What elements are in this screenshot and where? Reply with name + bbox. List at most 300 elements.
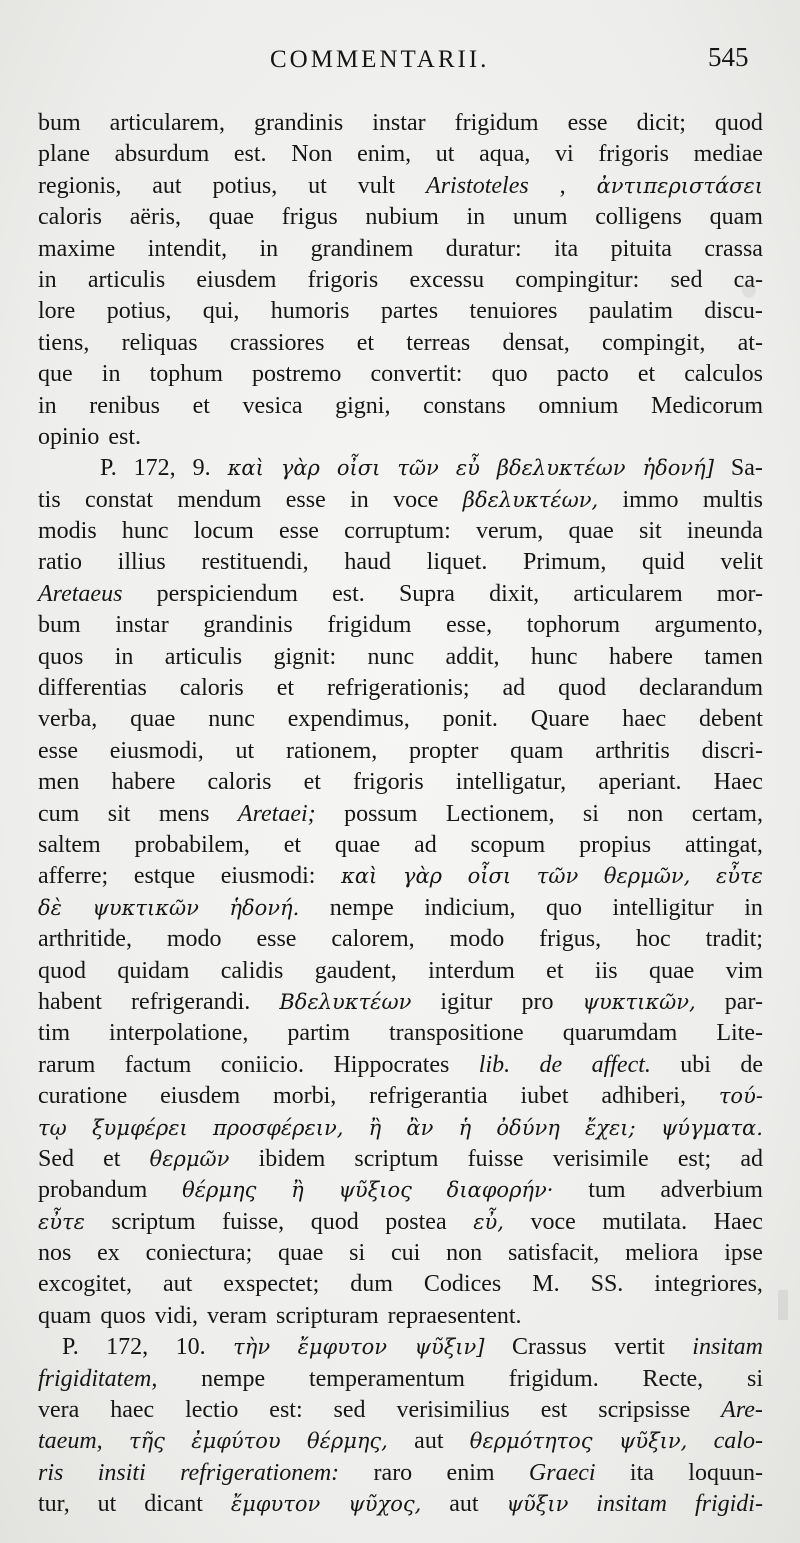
italic-word: frigiditatem, [38,1365,158,1392]
word: lectio [185,1397,239,1424]
word: vesica [242,392,303,419]
word: probandum [38,1177,148,1204]
italic-word: Aretaei; [237,800,316,827]
word: calculos [684,361,763,388]
word: hunc [530,643,578,670]
word: Codices [423,1271,502,1298]
word: est. [332,580,365,607]
greek-word: εὖ [455,456,480,481]
word: est. [233,141,267,168]
text-line [38,1207,763,1238]
word: scriptum [111,1208,196,1235]
page-number: 545 [708,42,749,72]
text-line [38,234,763,265]
word: nempe [329,894,394,921]
greek-word: βδελυκτέων, [462,487,599,512]
word: et [283,831,302,858]
word: M. [532,1271,560,1298]
greek-word: θερμότητος [469,1429,593,1454]
word: fuisse [467,1145,524,1172]
word: intendit, [147,235,228,262]
greek-word: ὀδύνη [496,1115,560,1140]
greek-word: εὖ, [473,1209,504,1234]
word: adverbium [660,1177,763,1204]
text-line [38,1364,763,1395]
word: eiusdem [160,1083,241,1110]
word: aperiant. [598,769,682,796]
italic-word: affect. [591,1051,651,1078]
word: qui, [202,298,240,325]
greek-word: θέρμης [182,1178,257,1203]
word: pro [521,988,554,1015]
italic-word: frigidi- [694,1491,763,1518]
text-line [38,610,763,641]
word: instar [372,110,426,136]
word: est. [108,423,142,450]
word: rarum [38,1051,96,1078]
word: scripturam [275,1302,379,1329]
word: verisimile [552,1145,649,1172]
word: bum [38,612,81,639]
word: saltem [38,831,101,858]
word: ad [740,1145,763,1172]
word: quam [38,1302,92,1329]
text-line [38,673,763,704]
word: coniectura; [145,1240,253,1267]
text-line [38,1332,763,1363]
word: in [101,361,121,388]
word: grandinem [310,235,414,262]
word: est; [677,1145,712,1172]
text-line [38,296,763,327]
word: caloris [207,769,272,796]
text-line [38,516,763,547]
word: dicit; [636,110,686,136]
word: in [350,486,369,513]
word: aqua, [479,141,531,168]
word: declarandum [639,675,763,702]
word: tamen [704,643,763,670]
page-header [0,38,800,82]
italic-word: calo- [713,1428,763,1455]
word: in [259,235,279,262]
greek-word: Βδελυκτέων [279,989,412,1014]
word: nos [38,1240,72,1267]
word: quae [648,957,695,984]
greek-word: καὶ [341,864,378,889]
italic-word: insitam [692,1334,763,1361]
word: excessu [409,266,485,293]
word: men [38,769,80,796]
word: habent [38,988,102,1015]
word: curatione [38,1083,128,1110]
word: ibidem [258,1145,326,1172]
word: intelligitur [612,894,714,921]
word: et [192,392,210,419]
greek-word: ἔχει; [585,1115,636,1140]
word: Sed [38,1145,74,1172]
text-line [38,1301,763,1332]
word: Sa- [730,455,763,482]
word: integriores, [654,1271,763,1298]
word: dixit, [489,580,540,607]
greek-word: οἶσι [467,864,512,889]
paper-stain [778,1290,788,1320]
word: meliora [625,1240,699,1267]
greek-word: προσφέρειν, [213,1115,344,1140]
word: ponit. [442,706,498,733]
word: articulis [164,643,243,670]
word: velit [720,549,763,576]
word: quarumdam [562,1020,678,1047]
word: scriptum [354,1145,439,1172]
word: colligens [595,204,682,231]
word: frigidum. [508,1365,599,1392]
text-line [38,987,763,1018]
word: hoc [636,926,671,953]
word: eiusmodi: [220,863,316,890]
word: igitur [440,988,493,1015]
word: si [746,1365,763,1392]
word: voce [530,1208,576,1235]
word: expendimus, [287,706,410,733]
word: excogitet, [38,1271,132,1298]
word: illius [117,549,166,576]
greek-word: ψυκτικῶν [92,895,199,920]
word: crassiores [229,329,325,356]
italic-word: insitam [596,1491,667,1518]
greek-word: γὰρ [280,456,320,481]
word: modo [166,926,222,953]
word: factum [124,1051,192,1078]
word: aut [152,172,182,199]
word: habere [608,643,673,670]
word: attingat, [684,831,763,858]
word: pituita [610,235,672,262]
word: ut [97,1491,117,1518]
word: restituendi, [201,549,309,576]
word: voce [393,486,439,513]
word: quae [208,204,255,231]
word: quod [38,957,86,984]
text-line [38,108,763,139]
greek-word: ψῦξιν [506,1492,569,1517]
word: in [744,894,763,921]
word: pacto [556,361,609,388]
word: et [546,957,564,984]
greek-word: εὖτε [716,864,763,889]
word: nubium [365,204,439,231]
word: eiusmodi, [109,737,204,764]
word: in [466,204,486,231]
word: verba, [38,706,98,733]
word: ita [554,235,579,262]
word: refrigerantia [369,1083,488,1110]
word: terreas [406,329,471,356]
word: quod [714,110,763,136]
italic-word: Aretaeus [38,580,123,607]
text-line [38,1489,763,1520]
word: haud [344,549,391,576]
word: partes [380,298,439,325]
word: articularem, [109,110,225,136]
greek-word: θέρμης, [306,1429,388,1454]
text-line [38,830,763,861]
text-line [38,1175,763,1206]
word: perspiciendum [156,580,298,607]
word: fuisse, [222,1208,285,1235]
word: cum [38,800,80,827]
word: opinio [38,423,100,450]
word: scripsisse [598,1397,691,1424]
word: lore [38,298,76,325]
word: sed [670,266,703,293]
word: dum [350,1271,393,1298]
greek-word: δὲ [38,895,62,920]
word: vera [38,1397,80,1424]
italic-word: taeum, [38,1428,103,1455]
word: quam [709,204,763,231]
word: hunc [121,518,169,545]
word: Primum, [522,549,607,576]
text-line [38,1018,763,1049]
word: certam, [691,800,763,827]
text-line [38,861,763,892]
word: cui [391,1240,421,1267]
greek-word: ἀντιπεριστάσει [596,173,763,198]
greek-word: ἂν [406,1115,434,1140]
italic-word: refrigerationem: [180,1459,340,1486]
word: quos [38,643,84,670]
word: verum, [475,518,544,545]
word: frigoris [307,266,379,293]
word: raro [373,1459,413,1486]
word: regionis, [38,172,122,199]
word: renibus [89,392,160,419]
text-line [38,1050,763,1081]
word: esse [38,737,78,764]
greek-word: τῶν [397,456,439,481]
word: gignit: [273,643,337,670]
word: compingit, [602,329,706,356]
word: quo [546,894,582,921]
word: ubi [680,1051,711,1078]
word: satisfacit, [507,1240,600,1267]
word: 9. [192,455,211,482]
word: transpositione [389,1020,524,1047]
italic-word: de [539,1051,563,1078]
word: ut [308,172,327,199]
greek-word: θερμῶν [149,1146,230,1171]
greek-word: ἡδονή. [229,895,300,920]
text-line [38,1395,763,1426]
word: quae [334,831,381,858]
word: quod [310,1208,359,1235]
word: iubet [520,1083,569,1110]
text-line [38,139,763,170]
text-line [38,1238,763,1269]
greek-word: τὴν [233,1335,271,1360]
word: tradit; [705,926,763,953]
word: tiens, [38,329,90,356]
word: grandinis [253,110,344,136]
word: potius, [212,172,278,199]
word: nunc [208,706,255,733]
word: articularem [573,580,683,607]
greek-word: ἢ [368,1115,382,1140]
word: convertit: [370,361,463,388]
text-line [38,924,763,955]
text-line [38,328,763,359]
word: Hippocrates [333,1051,450,1078]
greek-word: θερμῶν, [603,864,691,889]
greek-word: ψῦξιος [338,1178,412,1203]
italic-word: ris [38,1459,64,1486]
word: adhiberi, [601,1083,686,1110]
text-line [38,704,763,735]
greek-word: εὖτε [38,1209,85,1234]
word: Lectionem, [445,800,555,827]
word: dicant [144,1491,203,1518]
greek-word: τού- [718,1084,763,1109]
running-head: COMMENTARII. [270,46,490,73]
word: coniicio. [220,1051,305,1078]
greek-word: βδελυκτέων [496,456,626,481]
text-line [38,579,763,610]
word: calorem, [331,926,415,953]
word: paulatim [588,298,673,325]
text-line [38,485,763,516]
word: addit, [445,643,500,670]
word: est [540,1397,568,1424]
text-line [38,1269,763,1300]
word: habere [111,769,176,796]
word: quos [100,1302,146,1329]
word: sed [333,1397,366,1424]
greek-word: καὶ [227,456,264,481]
word: liquet. [426,549,488,576]
word: mens [158,800,210,827]
word: at- [737,329,763,356]
word: enim [446,1459,495,1486]
word: repraesentent. [387,1302,522,1329]
word: argumento, [654,612,763,639]
word: iis [594,957,618,984]
word: et [356,329,375,356]
greek-word: ἡδονή] [642,456,714,481]
word: corruptum: [344,518,451,545]
word: 172, [133,455,176,482]
word: loquun- [688,1459,763,1486]
word: frigoris [353,769,424,796]
word: et [103,1145,121,1172]
word: arthritis [595,737,670,764]
word: 172, [106,1334,149,1361]
text-line [38,1458,763,1489]
greek-word: οἶσι [336,456,381,481]
word: quidam [117,957,190,984]
word: interdum [428,957,515,984]
word: tophum [149,361,223,388]
word: crassa [704,235,763,262]
word: ad [414,831,437,858]
text-line [38,736,763,767]
word: sit [639,518,662,545]
word: aut [414,1428,444,1455]
word: 10. [175,1334,206,1361]
word: ipse [724,1240,763,1267]
greek-word: ψυκτικῶν, [582,989,696,1014]
word: caloris [38,204,102,231]
word: de [740,1051,763,1078]
greek-word: ψῦχος, [348,1492,422,1517]
word: plane [38,141,90,168]
word: interpolatione, [109,1020,249,1047]
word: constans [423,392,506,419]
text-line [38,642,763,673]
word: in [114,643,134,670]
word: unum [512,204,568,231]
word: calidis [220,957,284,984]
word: quae [130,706,176,733]
word: gigni, [335,392,391,419]
word: differentias [38,675,147,702]
word: ca- [733,266,763,293]
greek-word: ξυμφέρει [91,1115,188,1140]
word: articulis [87,266,166,293]
word: arthritide, [38,926,132,953]
text-line [38,453,763,484]
word: possum [344,800,418,827]
word: propter [409,737,479,764]
word: vertit [614,1334,665,1361]
word: quod [558,675,607,702]
word: mutilata. [602,1208,688,1235]
word: in [38,392,57,419]
word: par- [724,988,763,1015]
word: non [627,800,664,827]
word: frigus, [539,926,602,953]
word: non [446,1240,483,1267]
word: immo [622,486,679,513]
paper-stain [742,282,756,298]
word: instar [115,612,169,639]
text-line [38,1113,763,1144]
greek-word: ψύγματα. [660,1115,763,1140]
word: multis [702,486,763,513]
word: modo [449,926,505,953]
greek-word: ἡ [458,1115,472,1140]
word: mendum [177,486,262,513]
text-line [38,799,763,830]
word: vidi, [154,1302,199,1329]
greek-word: ἢ [291,1178,304,1203]
word: omnium [538,392,619,419]
word: scopum [470,831,546,858]
word: frigus [281,204,338,231]
word: Medicorum [651,392,763,419]
word: est: [269,1397,303,1424]
greek-word: διαφορήν· [446,1178,554,1203]
word: postea [385,1208,447,1235]
word: morbi, [272,1083,337,1110]
body-text [38,108,763,1521]
word: Crassus [511,1334,587,1361]
word: Haec [713,1208,763,1235]
word: tophorum [526,612,621,639]
word: tenuiores [469,298,558,325]
word: Lite- [716,1020,763,1047]
